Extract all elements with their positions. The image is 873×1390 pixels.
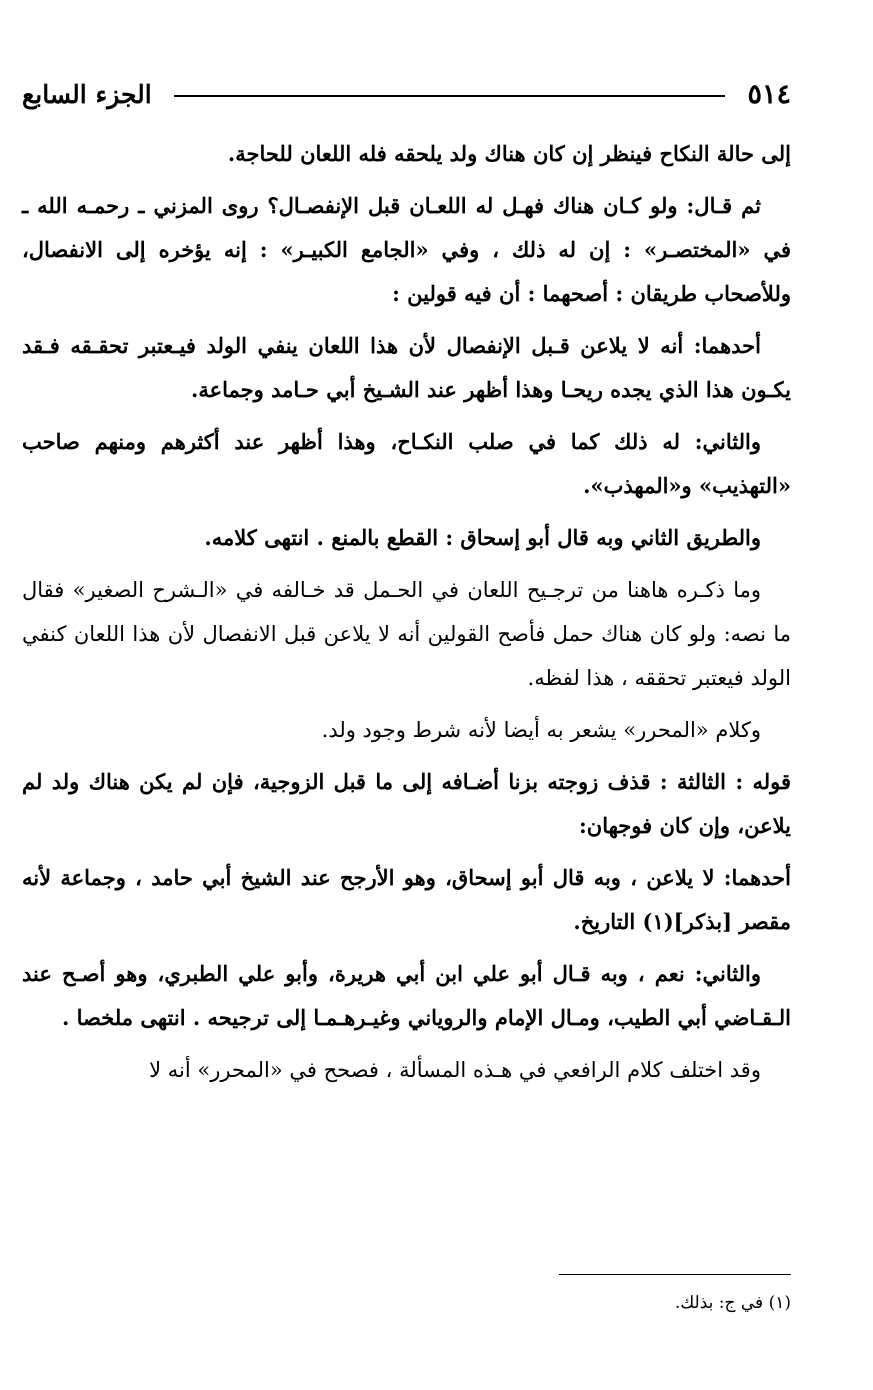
paragraph: وكلام «المحرر» يشعر به أيضا لأنه شرط وجود ولد. (321, 718, 761, 742)
paragraph: أحدهما: أنه لا يلاعن قـبل الإنفصال لأن هذا اللعان ينفي الولد فيـعتبر تحقـقه فـقد يكـون هذا الذي يجده ريحـا وهذا أظهر عند الشـيخ أبي حـامد وجماعة. (22, 333, 791, 402)
page-header (22, 72, 791, 116)
main-text (22, 132, 791, 1100)
header-rule (174, 95, 726, 97)
paragraph: قوله : الثالثة : قذف زوجته بزنا أضـافه إلى ما قبل الزوجية، فإن لم يكن هناك ولد لم يلاعن، وإن كان فوجهان: (22, 769, 791, 838)
footnote: (١) في ج: بذلك. (674, 1293, 791, 1313)
running-title: الجزء السابع (22, 79, 152, 109)
paragraph: والثاني: نعم ، وبه قـال أبو علي ابن أبي هريرة، وأبو علي الطبري، وهو أصـح عند الـقـاضي أبي الطيب، ومـال الإمام والروياني وغيـرهـمـا إلى ترجيحه . انتهى ملخصا . (22, 961, 791, 1030)
paragraph: وما ذكـره هاهنا من ترجـيح اللعان في الحـمل قد خـالفه في «الـشرح الصغير» فقال ما نصه: ولو كان هناك حمل فأصح القولين أنه لا يلاعن قبل الانفصال لأن هذا اللعان كنفي الولد فيعتبر تحققه ، هذا لفظه. (22, 578, 791, 690)
paragraph: ثم قـال: ولو كـان هناك فهـل له اللعـان قبل الإنفصـال؟ روى المزني ـ رحمـه الله ـ في «المختصـر» : إن له ذلك ، وفي «الجامع الكبيـر» : إنه يؤخره إلى الانفصال، وللأصحاب طريقان : أصحهما : أن فيه قولين : (22, 193, 791, 306)
paragraph: والثاني: له ذلك كما في صلب النكـاح، وهذا أظهر عند أكثرهم ومنهم صاحب «التهذيب» و«المهذب». (22, 429, 791, 498)
paragraph: والطريق الثاني وبه قال أبو إسحاق : القطع بالمنع . انتهى كلامه. (204, 525, 761, 550)
page-number: ٥١٤ (747, 78, 791, 110)
footnote-rule (559, 1274, 791, 1275)
paragraph: إلى حالة النكاح فينظر إن كان هناك ولد يلحقه فله اللعان للحاجة. (227, 141, 791, 166)
paragraph: أحدهما: لا يلاعن ، وبه قال أبو إسحاق، وهو الأرجح عند الشيخ أبي حامد ، وجماعة لأنه مقصر [بذكر](١) التاريخ. (22, 865, 791, 934)
paragraph: وقد اختلف كلام الرافعي في هـذه المسألة ، فصحح في «المحرر» أنه لا (149, 1058, 761, 1082)
